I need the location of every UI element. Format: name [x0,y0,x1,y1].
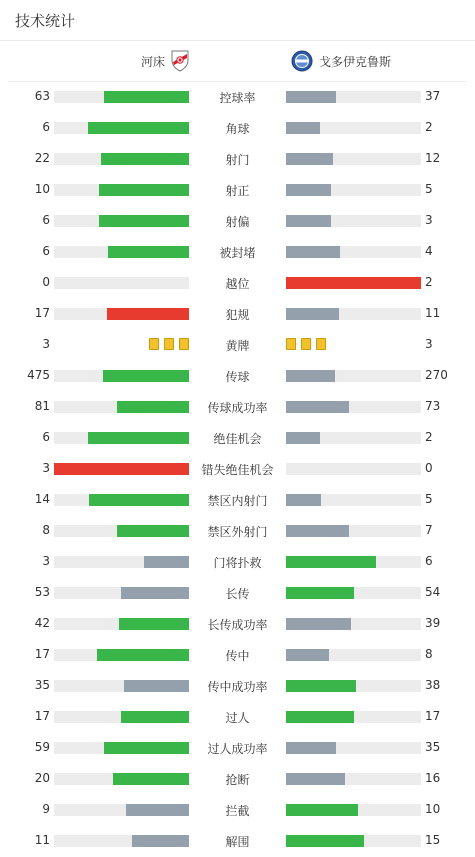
home-stat-bar [89,494,189,506]
stat-row [0,329,475,360]
home-stat-value: 17 [34,647,50,661]
away-stat-bar [286,587,354,599]
away-stat-bar-track [286,494,421,506]
away-stat-value: 6 [425,554,433,568]
stat-row [0,701,475,732]
stat-label: 门将扑救 [213,556,262,570]
yellow-card-icon [179,338,189,350]
stat-row [0,391,475,422]
home-stat-value: 22 [34,151,50,165]
stat-row [0,174,475,205]
stat-label: 传中 [225,649,250,663]
home-yellow-cards [149,338,189,350]
home-stat-bar [99,184,189,196]
stat-label: 绝佳机会 [213,432,262,446]
home-stat-bar-track [54,494,189,506]
stats-header [0,0,475,41]
away-stat-value: 5 [425,492,433,506]
home-stat-bar-track [54,773,189,785]
home-stat-bar-track [54,680,189,692]
stat-row [0,546,475,577]
away-stat-bar [286,308,339,320]
home-stat-bar [88,432,189,444]
away-stat-value: 54 [425,585,441,599]
stat-row [0,236,475,267]
stat-row [0,81,475,112]
stat-row [0,112,475,143]
home-stat-bar [103,370,189,382]
away-stat-bar [286,649,329,661]
home-team-crest-icon [171,50,189,72]
home-stat-value: 6 [42,244,50,258]
away-stat-bar-track [286,463,421,475]
away-stat-bar [286,401,349,413]
stat-row [0,670,475,701]
away-stat-value: 7 [425,523,433,537]
stat-label: 射偏 [225,215,250,229]
away-stat-value: 2 [425,275,433,289]
home-stat-bar-track [54,215,189,227]
away-stat-bar [286,91,336,103]
away-stat-bar-track [286,370,421,382]
away-stat-bar-track [286,649,421,661]
yellow-card-icon [164,338,174,350]
home-stat-bar [99,215,189,227]
home-stat-value: 53 [34,585,50,599]
home-stat-bar-track [54,91,189,103]
home-stat-bar [124,680,189,692]
away-stat-bar-track [286,153,421,165]
home-stat-value: 0 [42,275,50,289]
home-stat-value: 14 [34,492,50,506]
away-team-name: 戈多伊克鲁斯 [319,54,392,69]
home-stat-bar-track [54,711,189,723]
home-stat-value: 8 [42,523,50,537]
stat-label: 犯规 [225,308,250,322]
stat-row [0,825,475,856]
yellow-card-icon [149,338,159,350]
away-stat-value: 3 [425,337,433,351]
away-stat-value: 8 [425,647,433,661]
home-stat-value: 59 [34,740,50,754]
stat-row [0,732,475,763]
home-stat-value: 6 [42,120,50,134]
away-stat-value: 5 [425,182,433,196]
away-stat-bar-track [286,618,421,630]
away-stat-bar-track [286,308,421,320]
home-stat-bar-track [54,804,189,816]
home-stat-bar [126,804,189,816]
away-stat-value: 39 [425,616,441,630]
away-stat-bar-track [286,246,421,258]
away-stat-bar-track [286,835,421,847]
home-stat-value: 63 [34,89,50,103]
away-stat-bar [286,215,331,227]
away-stat-value: 11 [425,306,441,320]
home-stat-bar [117,525,189,537]
page-title: 技术统计 [15,12,76,30]
away-stat-bar [286,494,321,506]
yellow-card-icon [316,338,326,350]
away-stat-value: 17 [425,709,441,723]
away-stat-value: 10 [425,802,441,816]
home-stat-bar [101,153,189,165]
home-stat-value: 6 [42,430,50,444]
home-stat-bar-track [54,587,189,599]
home-stat-bar-track [54,649,189,661]
team-header [8,41,467,82]
home-stat-bar-track [54,184,189,196]
stat-row [0,794,475,825]
away-stat-bar-track [286,804,421,816]
home-stat-value: 11 [34,833,50,847]
away-stat-bar-track [286,680,421,692]
home-stat-value: 17 [34,709,50,723]
home-stat-bar [119,618,189,630]
away-stat-value: 16 [425,771,441,785]
stat-row [0,422,475,453]
away-stat-value: 2 [425,120,433,134]
away-stat-bar-track [286,711,421,723]
yellow-card-icon [301,338,311,350]
away-stat-bar-track [286,91,421,103]
stat-row [0,453,475,484]
away-stat-bar [286,742,336,754]
home-stat-bar [104,91,189,103]
home-stat-bar [54,463,189,475]
away-stat-value: 35 [425,740,441,754]
away-stat-bar [286,246,340,258]
away-stat-value: 2 [425,430,433,444]
away-stat-bar [286,773,345,785]
stat-label: 禁区外射门 [207,525,268,539]
away-stat-bar-track [286,556,421,568]
stat-label: 过人成功率 [207,742,268,756]
stat-row [0,143,475,174]
stat-label: 射门 [225,153,250,167]
home-stat-bar-track [54,401,189,413]
stat-label: 角球 [225,122,250,136]
home-stat-bar-track [54,308,189,320]
home-stat-bar-track [54,277,189,289]
stat-label: 禁区内射门 [207,494,268,508]
away-stat-value: 37 [425,89,441,103]
home-stat-bar [117,401,189,413]
away-stat-bar [286,432,320,444]
home-stat-bar-track [54,153,189,165]
stat-label: 传球 [225,370,250,384]
away-stat-bar-track [286,122,421,134]
stat-row [0,608,475,639]
away-stat-value: 73 [425,399,441,413]
home-stat-value: 42 [34,616,50,630]
home-stat-bar-track [54,246,189,258]
away-team[interactable] [291,41,391,81]
home-stat-bar [121,711,189,723]
away-stat-bar [286,556,376,568]
stat-row [0,298,475,329]
home-team-name: 河床 [140,54,165,69]
home-team[interactable] [141,41,189,81]
home-stat-bar-track [54,463,189,475]
stat-row [0,639,475,670]
home-stat-bar-track [54,432,189,444]
away-stat-bar [286,122,320,134]
home-stat-bar-track [54,525,189,537]
away-stat-value: 3 [425,213,433,227]
away-stat-bar [286,525,349,537]
away-stat-value: 0 [425,461,433,475]
stat-label: 长传成功率 [207,618,268,632]
stat-label: 错失绝佳机会 [201,463,274,477]
home-stat-value: 3 [42,554,50,568]
home-stat-bar [104,742,189,754]
away-stat-bar-track [286,587,421,599]
home-stat-value: 81 [34,399,50,413]
home-stat-bar-track [54,122,189,134]
home-stat-value: 35 [34,678,50,692]
away-yellow-cards [286,338,326,350]
home-stat-value: 3 [42,461,50,475]
stat-label: 传中成功率 [207,680,268,694]
home-stat-bar [107,308,189,320]
stat-row [0,515,475,546]
away-stat-bar-track [286,277,421,289]
stat-label: 解围 [225,835,250,849]
away-stat-value: 12 [425,151,441,165]
stat-row [0,484,475,515]
away-stat-value: 38 [425,678,441,692]
home-stat-bar [121,587,189,599]
away-stat-bar [286,835,364,847]
yellow-card-icon [286,338,296,350]
away-stat-value: 4 [425,244,433,258]
stat-row [0,205,475,236]
away-team-crest-icon [291,50,313,72]
home-stat-bar-track [54,618,189,630]
away-stat-bar-track [286,215,421,227]
away-stat-bar [286,804,358,816]
away-stat-value: 15 [425,833,441,847]
home-stat-value: 475 [27,368,50,382]
stat-label: 控球率 [219,91,256,105]
stat-label: 被封堵 [219,246,256,260]
stat-label: 传球成功率 [207,401,268,415]
away-stat-bar [286,618,351,630]
home-stat-bar-track [54,742,189,754]
away-stat-bar-track [286,432,421,444]
home-stat-value: 20 [34,771,50,785]
stat-label: 黄牌 [225,339,250,353]
home-stat-bar [108,246,189,258]
away-stat-bar [286,153,333,165]
away-stat-bar [286,277,421,289]
stat-label: 过人 [225,711,250,725]
home-stat-bar-track [54,370,189,382]
home-stat-bar [144,556,189,568]
stat-row [0,763,475,794]
away-stat-bar-track [286,773,421,785]
away-stat-bar [286,184,331,196]
home-stat-bar [88,122,189,134]
home-stat-value: 17 [34,306,50,320]
home-stat-bar [132,835,189,847]
stat-row [0,577,475,608]
stat-row [0,267,475,298]
home-stat-value: 6 [42,213,50,227]
home-stat-bar [97,649,189,661]
away-stat-value: 270 [425,368,448,382]
home-stat-value: 9 [42,802,50,816]
away-stat-bar [286,680,356,692]
home-stat-value: 10 [34,182,50,196]
away-stat-bar-track [286,525,421,537]
away-stat-bar [286,370,335,382]
stat-label: 抢断 [225,773,250,787]
stat-row [0,360,475,391]
stat-label: 拦截 [225,804,250,818]
away-stat-bar [286,711,354,723]
home-stat-bar-track [54,556,189,568]
stat-label: 越位 [225,277,250,291]
away-stat-bar-track [286,742,421,754]
stat-label: 射正 [225,184,250,198]
away-stat-bar-track [286,184,421,196]
stat-label: 长传 [225,587,250,601]
home-stat-bar [113,773,189,785]
home-stat-value: 3 [42,337,50,351]
away-stat-bar-track [286,401,421,413]
home-stat-bar-track [54,835,189,847]
